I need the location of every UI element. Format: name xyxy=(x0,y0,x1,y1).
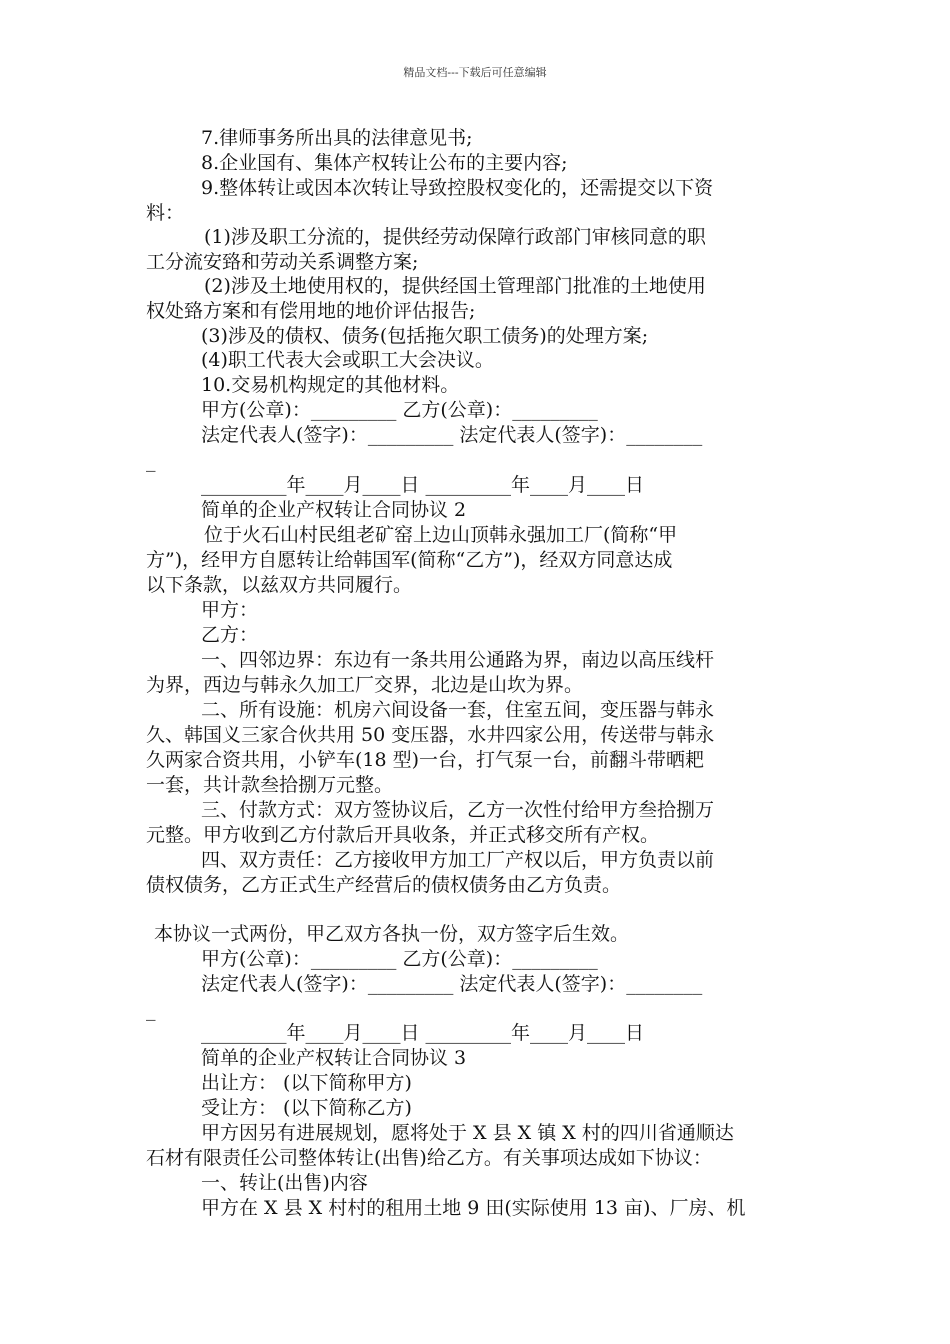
signature-line: 甲方(公章)：_________ 乙方(公章)：_________ xyxy=(201,948,598,970)
text-line: (3)涉及的债权、债务(包括拖欠职工债务)的处理方案; xyxy=(201,325,649,347)
text-line: 乙方： xyxy=(201,624,259,646)
text-line: 出让方： (以下简称甲方) xyxy=(201,1072,412,1094)
date-line: _________年____月____日 _________年____月____日 xyxy=(201,1022,645,1044)
text-line: 一套，共计款叁拾捌万元整。 xyxy=(146,774,394,796)
text-line: 料： xyxy=(146,202,185,224)
text-line: 一、转让(出售)内容 xyxy=(201,1172,368,1194)
text-line: 位于火石山村民组老矿窑上边山顶韩永强加工厂(简称“甲 xyxy=(204,524,678,546)
text-line: 三、付款方式：双方签协议后，乙方一次性付给甲方叁拾捌万 xyxy=(201,799,715,821)
text-line: 权处臵方案和有偿用地的地价评估报告; xyxy=(146,300,476,322)
text-line: 久两家合资共用，小铲车(18 型)一台，打气泵一台，前翻斗带晒耙 xyxy=(146,749,705,771)
text-line: 本协议一式两份，甲乙双方各执一份，双方签字后生效。 xyxy=(154,923,630,945)
text-line: 为界，西边与韩永久加工厂交界，北边是山坎为界。 xyxy=(146,674,584,696)
text-line: 工分流安臵和劳动关系调整方案; xyxy=(146,251,419,273)
text-line: 受让方： (以下简称乙方) xyxy=(201,1097,412,1119)
text-line: 9.整体转让或因本次转让导致控股权变化的，还需提交以下资 xyxy=(201,177,714,199)
text-line: _ xyxy=(146,450,156,472)
section-title: 简单的企业产权转让合同协议 2 xyxy=(201,499,467,521)
signature-line: 法定代表人(签字)：_________ 法定代表人(签字)：________ xyxy=(201,424,703,446)
text-line: 甲方因另有进展规划，愿将处于 X 县 X 镇 X 村的四川省通顺达 xyxy=(201,1122,734,1144)
text-line: (4)职工代表大会或职工大会决议。 xyxy=(201,349,494,371)
text-line: 一、四邻边界：东边有一条共用公通路为界，南边以高压线杆 xyxy=(201,649,715,671)
text-line: 债权债务，乙方正式生产经营后的债权债务由乙方负责。 xyxy=(146,874,622,896)
text-line: (2)涉及土地使用权的，提供经国土管理部门批准的土地使用 xyxy=(204,275,706,297)
text-line: 方”)，经甲方自愿转让给韩国军(简称“乙方”)，经双方同意达成 xyxy=(146,549,673,571)
text-line: 久、韩国义三家合伙共用 50 变压器，水井四家公用，传送带与韩永 xyxy=(146,724,715,746)
text-line: 8.企业国有、集体产权转让公布的主要内容; xyxy=(201,152,568,174)
section-title: 简单的企业产权转让合同协议 3 xyxy=(201,1047,467,1069)
text-line: 二、所有设施：机房六间设备一套，住室五间，变压器与韩永 xyxy=(201,699,715,721)
text-line: _ xyxy=(146,999,156,1021)
text-line: 元整。甲方收到乙方付款后开具收条，并正式移交所有产权。 xyxy=(146,824,660,846)
text-line: 四、双方责任：乙方接收甲方加工厂产权以后，甲方负责以前 xyxy=(201,849,715,871)
text-line: 甲方： xyxy=(201,599,259,621)
text-line: (1)涉及职工分流的，提供经劳动保障行政部门审核同意的职 xyxy=(204,226,706,248)
text-line: 以下条款，以兹双方共同履行。 xyxy=(146,574,413,596)
text-line: 7.律师事务所出具的法律意见书; xyxy=(201,127,473,149)
signature-line: 甲方(公章)：_________ 乙方(公章)：_________ xyxy=(201,399,598,421)
signature-line: 法定代表人(签字)：_________ 法定代表人(签字)：________ xyxy=(201,973,703,995)
text-line: 石材有限责任公司整体转让(出售)给乙方。有关事项达成如下协议： xyxy=(146,1147,712,1169)
date-line: _________年____月____日 _________年____月____日 xyxy=(201,474,645,496)
text-line: 甲方在 X 县 X 村村的租用土地 9 田(实际使用 13 亩)、厂房、机 xyxy=(201,1197,746,1219)
page-header: 精品文档---下载后可任意编辑 xyxy=(403,66,547,79)
text-line: 10.交易机构规定的其他材料。 xyxy=(201,374,460,396)
